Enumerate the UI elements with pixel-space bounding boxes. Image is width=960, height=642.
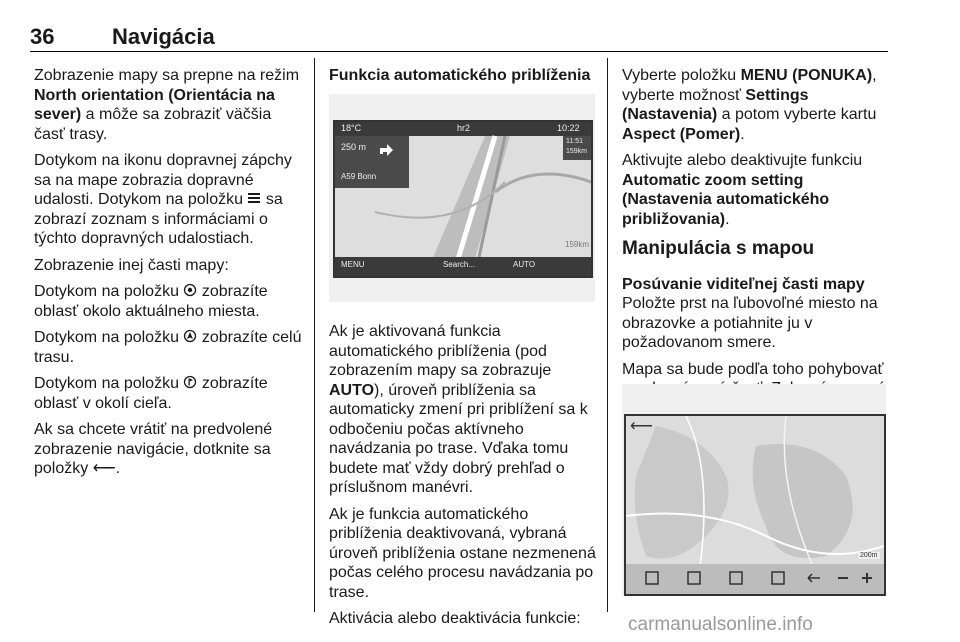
- column-divider: [314, 58, 315, 612]
- paragraph: Dotykom na položku zobrazíte celú trasu.: [34, 329, 302, 366]
- paragraph: Dotykom na ikonu dopravnej zápchy sa na mape zobrazia dopravné udalosti. Dotykom na položku sa zobrazí zoznam s informáciami o týchto dopravných udalostiach.: [34, 152, 292, 247]
- temperature: 18°C: [341, 123, 362, 133]
- map-scale: 200m: [860, 552, 878, 559]
- navigation-screenshot: [329, 94, 595, 302]
- column-divider: [607, 58, 608, 612]
- column-middle: [329, 66, 597, 86]
- paragraph: Ak je funkcia automatického priblíženia deaktivovaná, vybraná úroveň priblíženia ostane nezmenená počas celého procesu navádzania po trase.: [329, 505, 596, 601]
- nav-map: [335, 122, 591, 276]
- paragraph: Položte prst na ľubovoľné miesto na obrazovke a potiahnite ju v požadovanom smere.: [622, 295, 878, 351]
- eta-distance: 159km: [566, 148, 588, 155]
- paragraph: Mapa sa bude podľa toho pohybovať: [622, 360, 884, 378]
- road-name: A59 Bonn: [341, 172, 377, 181]
- map-view: [626, 416, 884, 594]
- radio-station: hr2: [457, 123, 471, 133]
- current-location-icon: [183, 283, 197, 297]
- paragraph: Dotykom na položku zobrazíte oblasť okolo aktuálneho miesta.: [34, 283, 268, 320]
- back-button[interactable]: ⟵: [630, 418, 653, 435]
- turn-distance: 250 m: [341, 142, 367, 152]
- column-left: [34, 66, 304, 486]
- section-heading: Funkcia automatického priblíženia: [329, 67, 591, 84]
- route-icon: [183, 329, 197, 343]
- watermark: carmanualsonline.info: [628, 614, 813, 635]
- paragraph: Vyberte položku MENU (PONUKA), vyberte možnosť Settings (Nastavenia) a potom vyberte kartu Aspect (Pomer).: [622, 67, 877, 143]
- back-arrow-icon: ⟵: [92, 460, 116, 477]
- eta-time: 11:51: [566, 138, 583, 145]
- paragraph: Aktivácia alebo deaktivácia funkcie:: [329, 610, 581, 627]
- list-icon: [247, 191, 261, 205]
- menu-button[interactable]: MENU: [341, 260, 365, 269]
- paragraph: Ak je aktivovaná funkcia automatického priblíženia (pod zobrazením mapy sa zobrazuje AUTO), úroveň priblíženia sa automaticky zmení pri priblížení sa k odbočeniu počas aktívneho navádzania po trase. Vďaka tomu budete mať vždy dobrý prehľad o príslušnom manévri.: [329, 323, 588, 496]
- nav-screen: [333, 120, 593, 278]
- search-field[interactable]: Search...: [443, 260, 476, 269]
- chapter-title: Navigácia: [112, 24, 215, 49]
- page-number: 36: [30, 24, 55, 49]
- paragraph: Zobrazenie mapy sa prepne na režim North orientation (Orientácia na sever) a môže sa zobraziť väčšia časť trasy.: [34, 67, 300, 143]
- map-pan-screenshot: [622, 384, 886, 596]
- remaining-distance: 159km: [565, 240, 590, 249]
- bold-term: North orientation (Orientácia na sever): [34, 86, 275, 123]
- paragraph: Ak sa chcete vrátiť na predvolené zobrazenie navigácie, dotknite sa položky ⟵.: [34, 421, 273, 477]
- paragraph: Dotykom na položku zobrazíte oblasť v okolí cieľa.: [34, 375, 268, 412]
- auto-zoom-label[interactable]: AUTO: [513, 260, 536, 269]
- page-header: [30, 22, 888, 52]
- clock: 10:22: [557, 123, 580, 133]
- paragraph: Zobrazenie inej časti mapy:: [34, 256, 229, 274]
- column-right: [622, 66, 892, 425]
- section-heading: Manipulácia s mapou: [622, 238, 815, 259]
- column-middle-body: [329, 322, 597, 636]
- subsection-heading: Posúvanie viditeľnej časti mapy: [622, 275, 865, 293]
- destination-icon: [183, 375, 197, 389]
- bold-term: AUTO: [329, 381, 375, 399]
- paragraph: Aktivujte alebo deaktivujte funkciu Automatic zoom setting (Nastavenia automatického približovania).: [622, 152, 863, 228]
- map-screen: [624, 414, 886, 596]
